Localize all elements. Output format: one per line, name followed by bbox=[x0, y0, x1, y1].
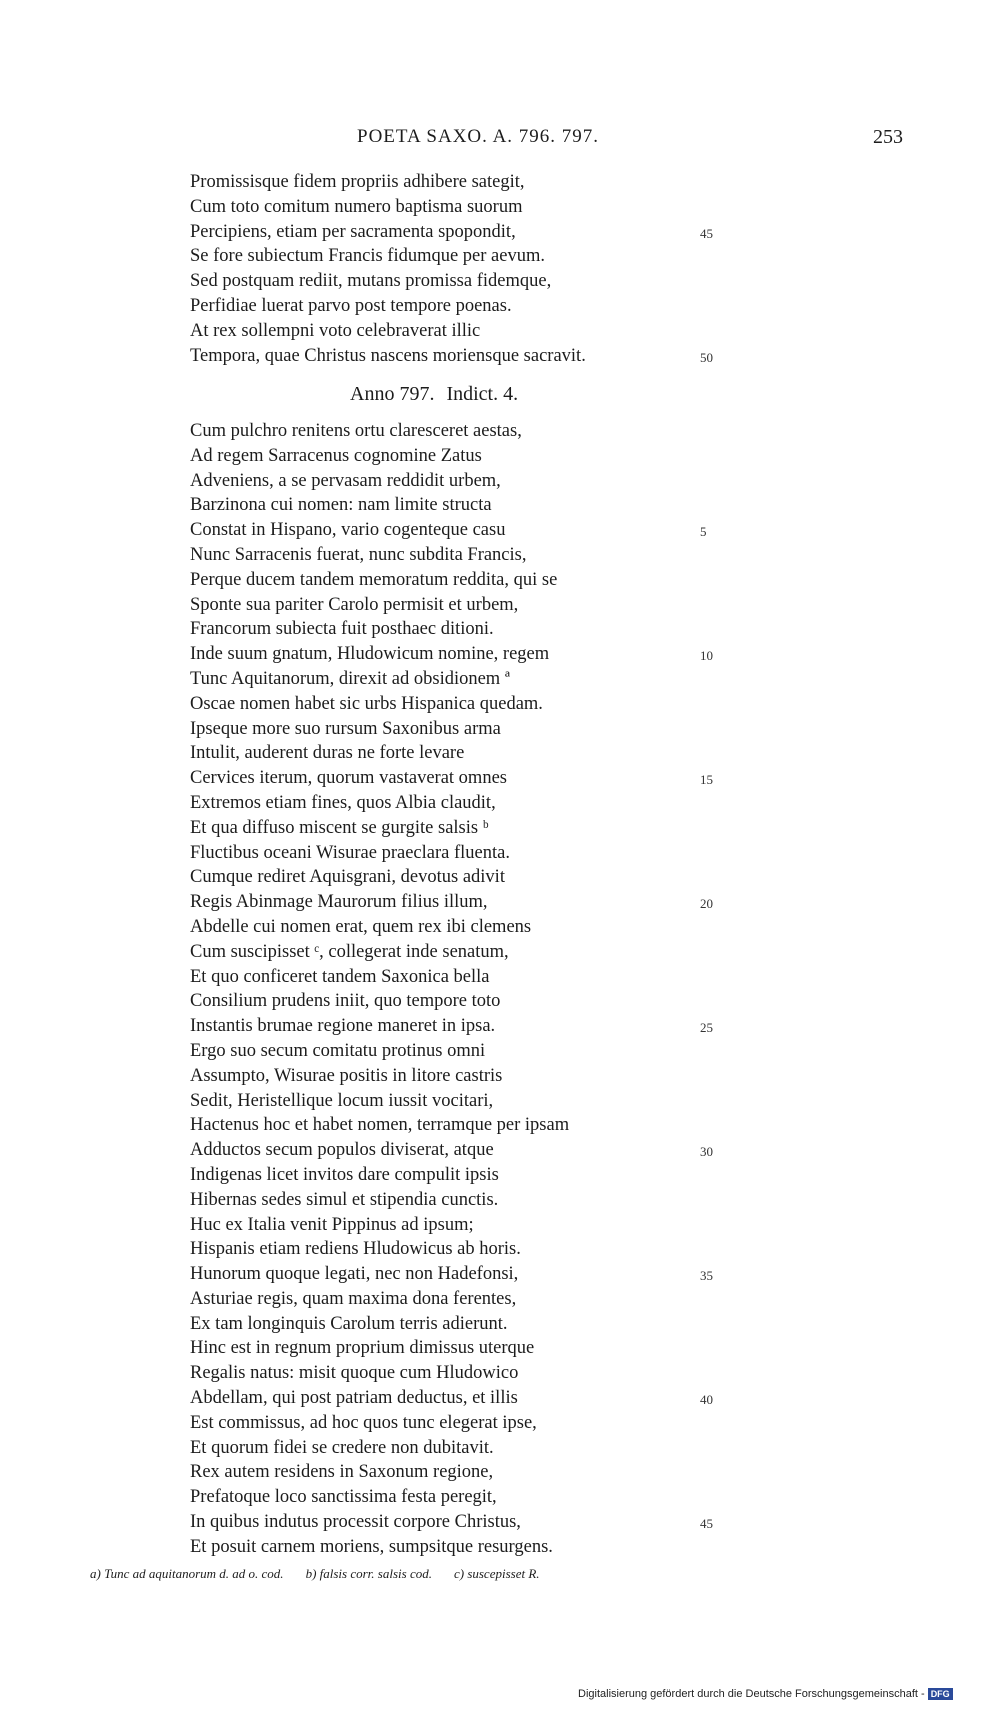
verse-line: Extremos etiam fines, quos Albia claudit, bbox=[190, 792, 496, 813]
verse-line: At rex sollempni voto celebraverat illic bbox=[190, 320, 481, 341]
dfg-logo: DFG bbox=[928, 1688, 953, 1700]
verse-line: Adductos secum populos diviserat, atque 30 bbox=[190, 1138, 730, 1163]
verse-line: Regalis natus: misit quoque cum Hludowico bbox=[190, 1363, 519, 1384]
verse-line: Est commissus, ad hoc quos tunc elegerat ipse, bbox=[190, 1412, 537, 1433]
verse-line: Huc ex Italia venit Pippinus ad ipsum; bbox=[190, 1214, 474, 1235]
verse-line: Promissisque fidem propriis adhibere sategit, bbox=[190, 172, 525, 192]
verse-line: In quibus indutus processit corpore Christus, 45 bbox=[190, 1510, 730, 1535]
line-number: 45 bbox=[700, 225, 713, 241]
verse-line: Hinc est in regnum proprium dimissus uterque bbox=[190, 1338, 535, 1359]
section-year: Anno 797. bbox=[350, 383, 435, 405]
verse-line: Assumpto, Wisurae positis in litore castris bbox=[190, 1065, 503, 1086]
verse-line: Sedit, Heristellique locum iussit vocitari, bbox=[190, 1090, 494, 1111]
verse-line: Et quo conficeret tandem Saxonica bella bbox=[190, 966, 490, 987]
verse-line: Hactenus hoc et habet nomen, terramque per ipsam bbox=[190, 1115, 570, 1136]
verse-line: Tempora, quae Christus nascens moriensque sacravit. 50 bbox=[190, 344, 730, 369]
verse-line: Se fore subiectum Francis fidumque per aevum. bbox=[190, 246, 545, 267]
verse-line: Constat in Hispano, vario cogenteque casu 5 bbox=[190, 518, 730, 543]
verse-line: Abdelle cui nomen erat, quem rex ibi clemens bbox=[190, 916, 532, 937]
verse-line: Intulit, auderent duras ne forte levare bbox=[190, 743, 465, 764]
verse-line: Barzinona cui nomen: nam limite structa bbox=[190, 495, 492, 516]
digitization-credit bbox=[578, 1688, 953, 1700]
verse-line: Hunorum quoque legati, nec non Hadefonsi, 35 bbox=[190, 1262, 730, 1287]
verse-line: Tunc Aquitanorum, direxit ad obsidionem ª bbox=[190, 668, 510, 689]
footnotes bbox=[90, 1566, 562, 1582]
line-number: 40 bbox=[700, 1392, 713, 1408]
verse-line: Ex tam longinquis Carolum terris adierunt. bbox=[190, 1313, 508, 1334]
verse-block-797 bbox=[190, 419, 730, 1560]
verse-line: Cum suscipisset ᶜ, collegerat inde senatum, bbox=[190, 941, 509, 962]
verse-line: Et posuit carnem moriens, sumpsitque resurgens. bbox=[190, 1536, 553, 1557]
verse-line: Inde suum gnatum, Hludowicum nomine, regem 10 bbox=[190, 642, 730, 667]
verse-line: Indigenas licet invitos dare compulit ipsis bbox=[190, 1164, 499, 1185]
line-number: 25 bbox=[700, 1020, 713, 1036]
verse-line: Sponte sua pariter Carolo permisit et urbem, bbox=[190, 594, 519, 615]
verse-line: Francorum subiecta fuit posthaec ditioni. bbox=[190, 619, 494, 640]
line-number: 45 bbox=[700, 1516, 713, 1532]
verse-line: Asturiae regis, quam maxima dona ferentes, bbox=[190, 1288, 517, 1309]
verse-line: Et quorum fidei se credere non dubitavit. bbox=[190, 1437, 494, 1458]
verse-line: Hibernas sedes simul et stipendia cunctis. bbox=[190, 1189, 499, 1210]
running-title: POETA SAXO. A. 796. 797. bbox=[357, 126, 600, 147]
verse-line: Prefatoque loco sanctissima festa peregit, bbox=[190, 1487, 497, 1508]
line-number: 10 bbox=[700, 648, 713, 664]
line-number: 15 bbox=[700, 772, 713, 788]
verse-line: Adveniens, a se pervasam reddidit urbem, bbox=[190, 470, 501, 491]
verse-line: Rex autem residens in Saxonum regione, bbox=[190, 1462, 494, 1483]
section-indict: Indict. 4. bbox=[446, 383, 519, 405]
line-number: 30 bbox=[700, 1144, 713, 1160]
verse-line: Et qua diffuso miscent se gurgite salsis ᵇ bbox=[190, 817, 489, 838]
footnote-b: b) falsis corr. salsis cod. bbox=[305, 1566, 432, 1581]
line-number: 20 bbox=[700, 896, 713, 912]
footnote-a: a) Tunc ad aquitanorum d. ad o. cod. bbox=[90, 1566, 284, 1581]
line-number: 50 bbox=[700, 349, 713, 365]
verse-line: Perque ducem tandem memoratum reddita, qui se bbox=[190, 569, 558, 590]
verse-line: Cumque rediret Aquisgrani, devotus adivit bbox=[190, 867, 505, 888]
verse-line: Ad regem Sarracenus cognomine Zatus bbox=[190, 445, 482, 466]
verse-line: Consilium prudens iniit, quo tempore toto bbox=[190, 991, 501, 1012]
verse-line: Ergo suo secum comitatu protinus omni bbox=[190, 1040, 486, 1061]
verse-line: Cervices iterum, quorum vastaverat omnes 15 bbox=[190, 766, 730, 791]
line-number: 35 bbox=[700, 1268, 713, 1284]
page-number: 253 bbox=[873, 126, 903, 148]
verse-line: Fluctibus oceani Wisurae praeclara fluenta. bbox=[190, 842, 510, 863]
footnote-c: c) suscepisset R. bbox=[453, 1566, 540, 1581]
verse-line: Cum toto comitum numero baptisma suorum bbox=[190, 196, 523, 217]
section-heading bbox=[350, 383, 530, 406]
verse-line: Sed postquam rediit, mutans promissa fidemque, bbox=[190, 271, 552, 292]
verse-line: Oscae nomen habet sic urbs Hispanica quedam. bbox=[190, 693, 543, 714]
verse-line: Perfidiae luerat parvo post tempore poenas. bbox=[190, 295, 512, 316]
verse-line: Abdellam, qui post patriam deductus, et illis 40 bbox=[190, 1386, 730, 1411]
verse-line: Nunc Sarracenis fuerat, nunc subdita Francis, bbox=[190, 544, 527, 565]
verse-line: Hispanis etiam rediens Hludowicus ab horis. bbox=[190, 1239, 521, 1260]
verse-line: Cum pulchro renitens ortu claresceret aestas, bbox=[190, 421, 522, 441]
page-header bbox=[0, 126, 1000, 154]
verse-line: Ipseque more suo rursum Saxonibus arma bbox=[190, 718, 501, 739]
verse-block-796 bbox=[190, 170, 730, 368]
verse-line: Instantis brumae regione maneret in ipsa. 25 bbox=[190, 1014, 730, 1039]
verse-line: Percipiens, etiam per sacramenta spopondit, 45 bbox=[190, 220, 730, 245]
credit-text: Digitalisierung gefördert durch die Deutsche Forschungsgemeinschaft - bbox=[578, 1688, 925, 1700]
verse-line: Regis Abinmage Maurorum filius illum, 20 bbox=[190, 890, 730, 915]
line-number: 5 bbox=[700, 524, 707, 540]
